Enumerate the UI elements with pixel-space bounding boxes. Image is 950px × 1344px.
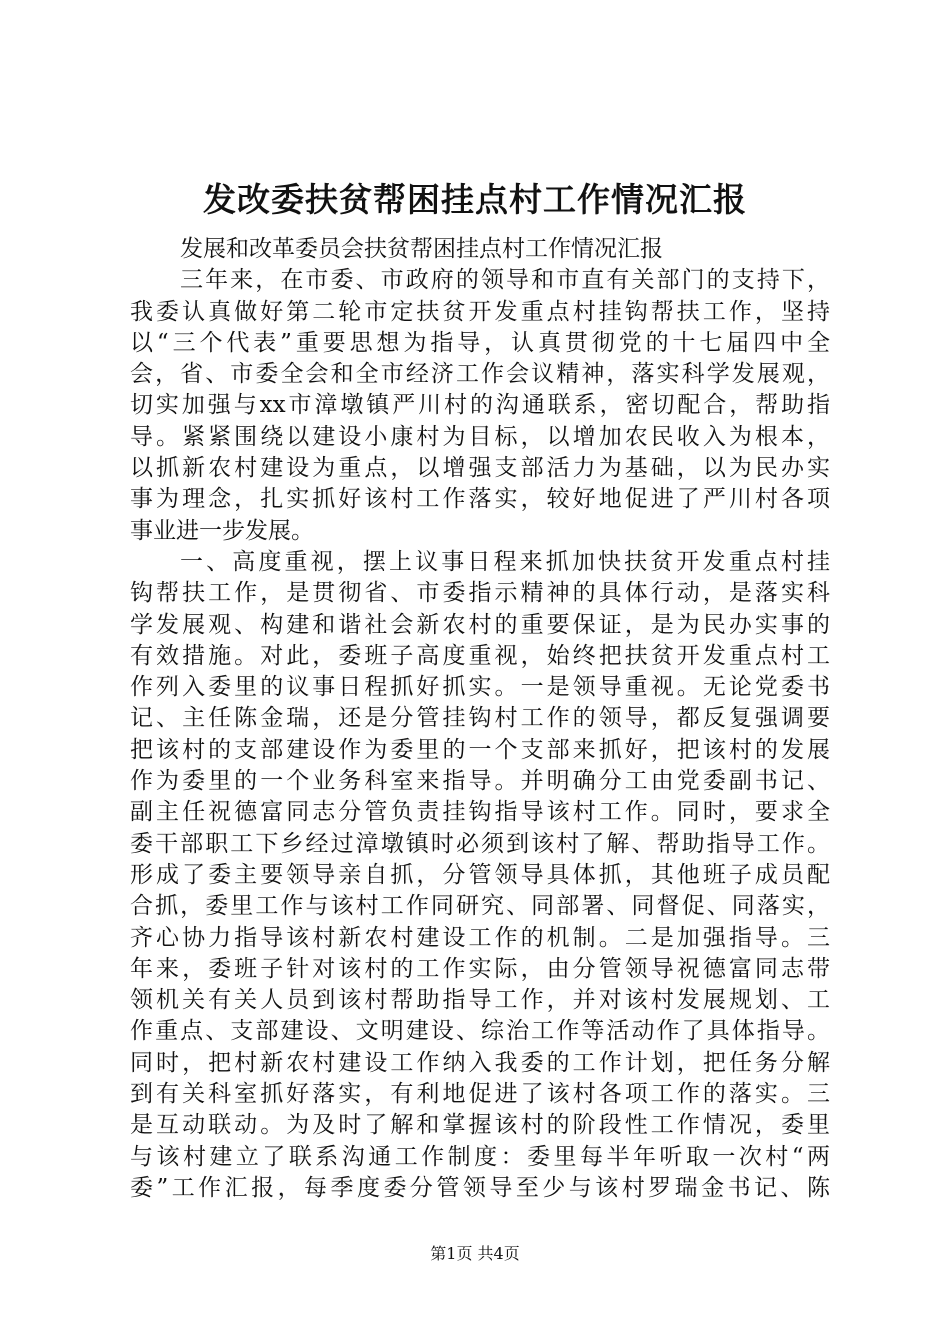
body-line: 作列入委里的议事日程抓好抓实。一是领导重视。无论党委书	[130, 674, 830, 701]
body-line: 导。紧紧围绕以建设小康村为目标，以增加农民收入为根本，	[130, 423, 830, 450]
body-line: 记、主任陈金瑞，还是分管挂钩村工作的领导，都反复强调要	[130, 705, 830, 732]
body-line: 形成了委主要领导亲自抓，分管领导具体抓，其他班子成员配	[130, 861, 830, 888]
body-line: 学发展观、构建和谐社会新农村的重要保证，是为民办实事的	[130, 611, 830, 638]
body-line: 事业进一步发展。	[130, 517, 314, 544]
body-line: 与该村建立了联系沟通工作制度：委里每半年听取一次村“两	[130, 1143, 830, 1170]
page-number-footer: 第1页 共4页	[430, 1244, 520, 1263]
document-title: 发改委扶贫帮困挂点村工作情况汇报	[203, 180, 747, 219]
body-line: 委干部职工下乡经过漳墩镇时必须到该村了解、帮助指导工作。	[130, 830, 830, 857]
body-line: 钩帮扶工作，是贯彻省、市委指示精神的具体行动，是落实科	[130, 580, 830, 607]
body-line: 齐心协力指导该村新农村建设工作的机制。二是加强指导。三	[130, 924, 830, 951]
subtitle-line: 发展和改革委员会扶贫帮困挂点村工作情况汇报	[180, 236, 663, 262]
body-line: 作重点、支部建设、文明建设、综治工作等活动作了具体指导。	[130, 1018, 830, 1045]
body-line: 以抓新农村建设为重点，以增强支部活力为基础，以为民办实	[130, 455, 830, 482]
body-line: 会，省、市委全会和全市经济工作会议精神，落实科学发展观，	[130, 361, 830, 388]
body-line: 有效措施。对此，委班子高度重视，始终把扶贫开发重点村工	[130, 642, 830, 669]
body-line: 副主任祝德富同志分管负责挂钩指导该村工作。同时，要求全	[130, 799, 830, 826]
document-body	[130, 234, 830, 1204]
body-line: 同时，把村新农村建设工作纳入我委的工作计划，把任务分解	[130, 1049, 830, 1076]
body-line: 一、高度重视，摆上议事日程来抓加快扶贫开发重点村挂	[180, 548, 830, 575]
body-line: 把该村的支部建设作为委里的一个支部来抓好，把该村的发展	[130, 736, 830, 763]
body-line: 事为理念，扎实抓好该村工作落实，较好地促进了严川村各项	[130, 486, 830, 513]
body-line: 委”工作汇报，每季度委分管领导至少与该村罗瑞金书记、陈	[130, 1174, 830, 1201]
body-line: 领机关有关人员到该村帮助指导工作，并对该村发展规划、工	[130, 987, 830, 1014]
body-line: 我委认真做好第二轮市定扶贫开发重点村挂钩帮扶工作，坚持	[130, 298, 830, 325]
body-line: 切实加强与xx市漳墩镇严川村的沟通联系，密切配合，帮助指	[130, 392, 830, 419]
body-line: 年来，委班子针对该村的工作实际，由分管领导祝德富同志带	[130, 955, 830, 982]
body-line: 合抓，委里工作与该村工作同研究、同部署、同督促、同落实，	[130, 893, 830, 920]
body-line: 三年来，在市委、市政府的领导和市直有关部门的支持下，	[180, 267, 830, 294]
body-line: 作为委里的一个业务科室来指导。并明确分工由党委副书记、	[130, 768, 830, 795]
body-line: 到有关科室抓好落实，有利地促进了该村各项工作的落实。三	[130, 1081, 830, 1108]
body-line: 以“三个代表”重要思想为指导，认真贯彻党的十七届四中全	[130, 329, 830, 356]
body-line: 是互动联动。为及时了解和掌握该村的阶段性工作情况，委里	[130, 1112, 830, 1139]
